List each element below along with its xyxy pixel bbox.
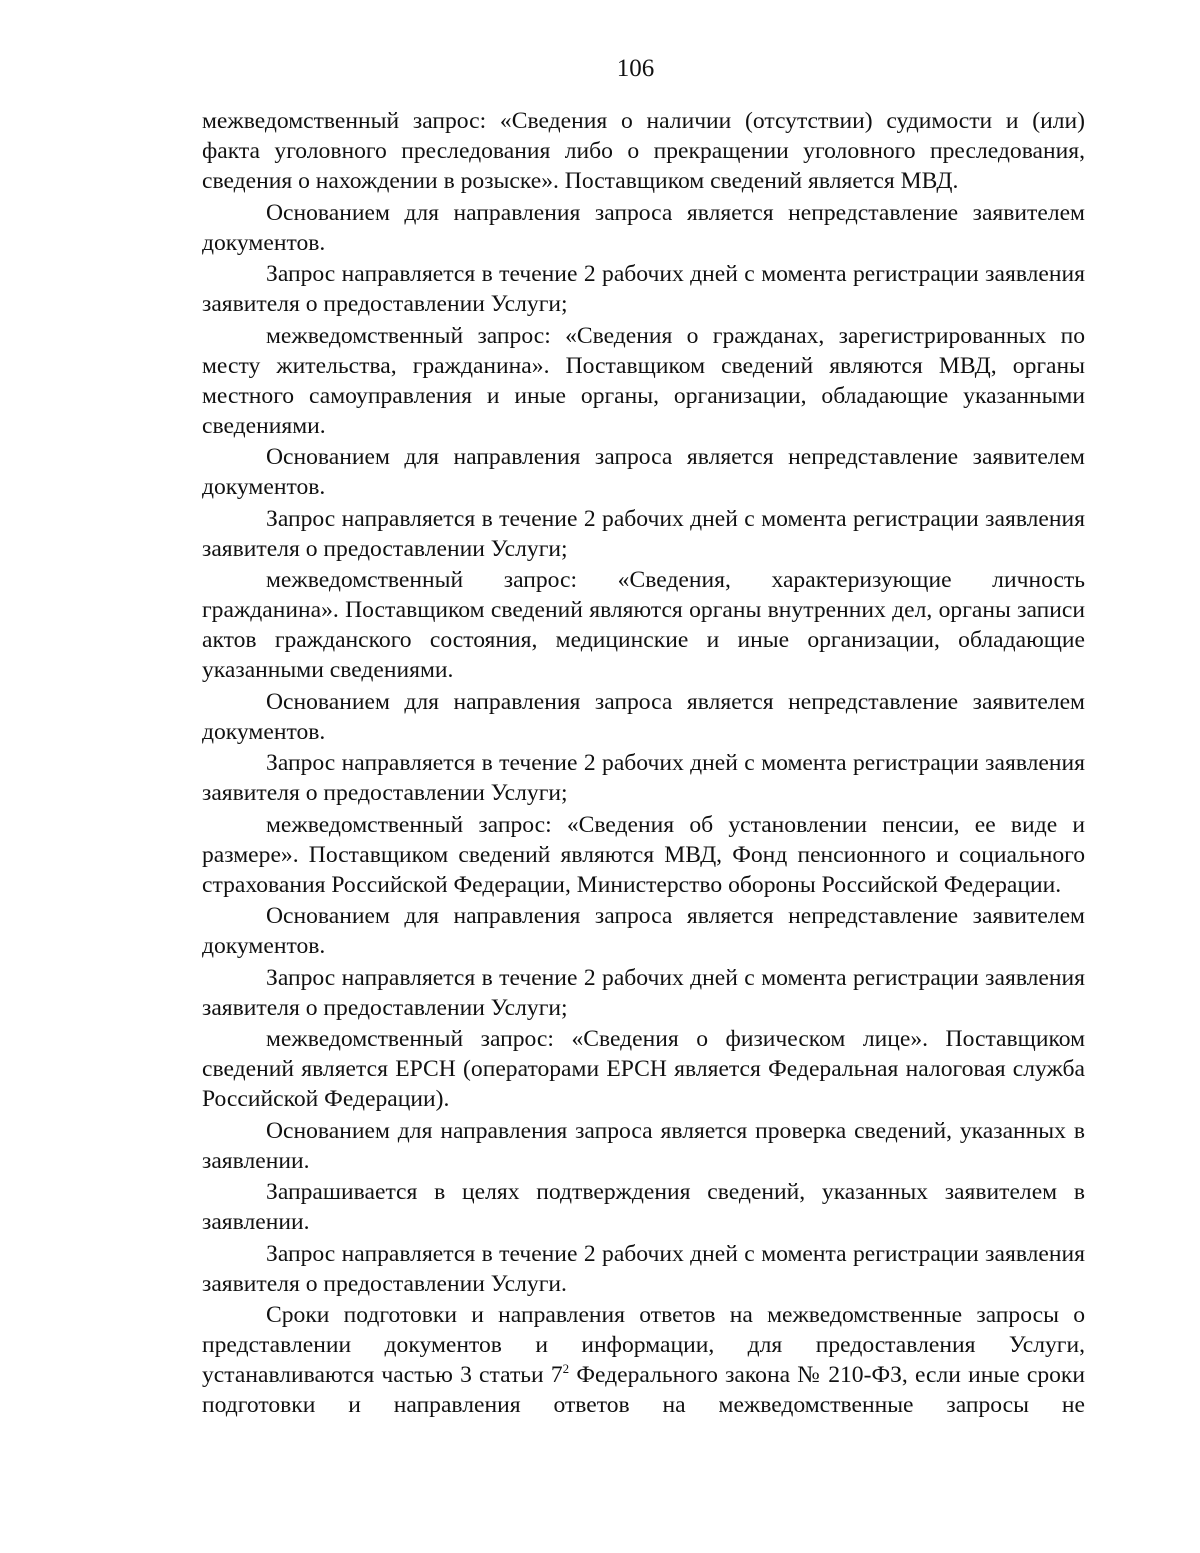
paragraph: межведомственный запрос: «Сведения о наличии (отсутствии) судимости и (или) факта уголовного преследования либо о прекращении уголовного преследования, сведения о нахождении в розыске». Поставщиком сведений является МВД. — [202, 108, 1085, 194]
paragraph: Запрос направляется в течение 2 рабочих дней с момента регистрации заявления заявителя о предоставлении Услуги; — [202, 505, 1085, 562]
paragraph: Основанием для направления запроса является непредставление заявителем документов. — [202, 444, 1085, 500]
paragraph: Основанием для направления запроса является проверка сведений, указанных в заявлении. — [202, 1117, 1085, 1174]
final-paragraph-text-end: Федерального закона № 210-ФЗ, если иные сроки подготовки и направления ответов на межведомственные запросы не — [202, 1362, 1086, 1418]
paragraph: межведомственный запрос: «Сведения об установлении пенсии, ее виде и размере». Поставщиком сведений являются МВД, Фонд пенсионного и социального страхования Российской Федерации, Министерство обороны Российской Федерации. — [202, 811, 1085, 898]
paragraph: межведомственный запрос: «Сведения о гражданах, зарегистрированных по месту жительства, гражданина». Поставщиком сведений являются МВД, органы местного самоуправления и иные органы, организации, обладающие указанными сведениями. — [202, 322, 1085, 439]
paragraph: Основанием для направления запроса является непредставление заявителем документов. — [202, 688, 1085, 745]
paragraph: Основанием для направления запроса является непредставление заявителем документов. — [202, 199, 1085, 256]
article-superscript: 2 — [562, 1361, 570, 1377]
paragraph: Запрашивается в целях подтверждения сведений, указанных заявителем в заявлении. — [202, 1179, 1085, 1235]
final-paragraph-text-start: Сроки подготовки и направления ответов на межведомственные запросы о представлении документов и информации, для предоставления Услуги, устанавливаются частью 3 статьи 7 — [202, 1302, 1085, 1388]
paragraph: Основанием для направления запроса является непредставление заявителем документов. — [202, 903, 1085, 959]
paragraph: межведомственный запрос: «Сведения о физическом лице». Поставщиком сведений является ЕРСН (операторами ЕРСН является Федеральная налоговая служба Российской Федерации). — [202, 1026, 1085, 1112]
page-number: 106 — [616, 55, 655, 82]
paragraph: межведомственный запрос: «Сведения, характеризующие личность гражданина». Поставщиком сведений являются органы внутренних дел, органы записи актов гражданского состояния, медицинские и иные организации, обладающие указанными сведениями. — [202, 567, 1085, 683]
final-paragraph — [202, 1300, 1085, 1420]
paragraph: Запрос направляется в течение 2 рабочих дней с момента регистрации заявления заявителя о предоставлении Услуги; — [202, 261, 1085, 317]
document-body — [202, 106, 1085, 1422]
paragraph: Запрос направляется в течение 2 рабочих дней с момента регистрации заявления заявителя о предоставлении Услуги. — [202, 1240, 1085, 1297]
paragraph: Запрос направляется в течение 2 рабочих дней с момента регистрации заявления заявителя о предоставлении Услуги; — [202, 750, 1085, 806]
paragraph: Запрос направляется в течение 2 рабочих дней с момента регистрации заявления заявителя о предоставлении Услуги; — [202, 964, 1085, 1021]
